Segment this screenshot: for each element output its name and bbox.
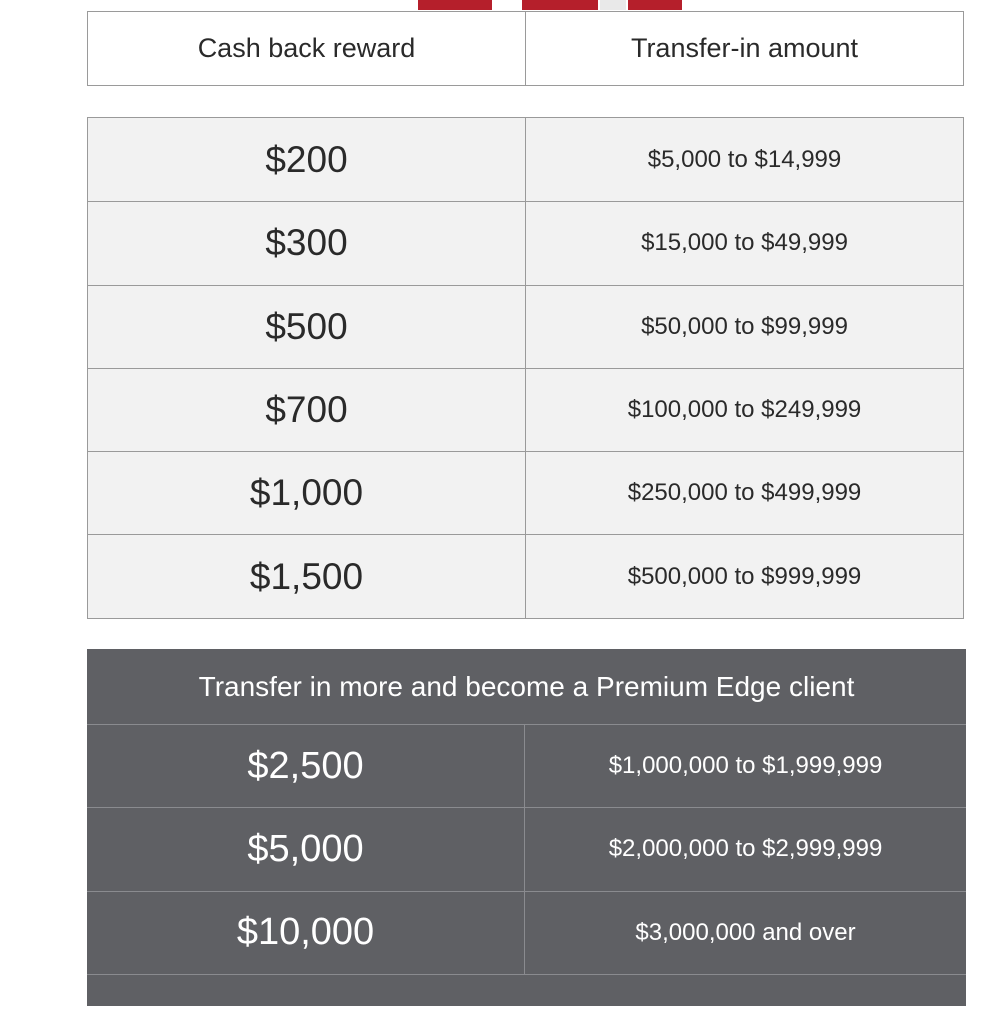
premium-edge-table: [87, 649, 966, 1006]
premium-edge-title: Transfer in more and become a Premium Edge client: [87, 649, 966, 725]
reward-cell: $200: [88, 118, 526, 201]
decorative-banner-block: [628, 0, 682, 10]
reward-cell: $1,500: [88, 535, 526, 617]
table-row: [87, 808, 966, 891]
column-header-table: [87, 11, 964, 86]
amount-cell: $1,000,000 to $1,999,999: [608, 752, 883, 780]
amount-cell: $3,000,000 and over: [635, 918, 856, 946]
table-row: [87, 725, 966, 808]
table-row: [88, 451, 963, 534]
standard-tier-table: [87, 117, 964, 619]
reward-cell: $1,000: [88, 452, 526, 534]
decorative-banner-block: [600, 0, 626, 10]
amount-cell: $5,000 to $14,999: [647, 145, 842, 173]
table-row: [87, 892, 966, 975]
table-row: [88, 368, 963, 451]
table-row: [88, 118, 963, 201]
reward-cell: $500: [88, 286, 526, 368]
reward-cell: $300: [88, 202, 526, 284]
table-row: [88, 201, 963, 284]
reward-cell: $2,500: [87, 725, 525, 807]
reward-cell: $5,000: [87, 808, 525, 890]
amount-cell: $2,000,000 to $2,999,999: [608, 835, 883, 863]
reward-cell: $700: [88, 369, 526, 451]
table-row: [88, 534, 963, 617]
cash-back-reward-header: Cash back reward: [197, 33, 416, 63]
amount-cell: $15,000 to $49,999: [641, 229, 848, 257]
amount-cell: $250,000 to $499,999: [627, 479, 862, 507]
amount-cell: $50,000 to $99,999: [641, 312, 848, 340]
amount-cell: $500,000 to $999,999: [627, 562, 862, 590]
reward-cell: $10,000: [87, 892, 525, 974]
decorative-banner-block: [522, 0, 598, 10]
decorative-banner-block: [418, 0, 492, 10]
table-row: [88, 285, 963, 368]
amount-cell: $100,000 to $249,999: [627, 396, 862, 424]
transfer-in-amount-header: Transfer-in amount: [525, 12, 963, 85]
